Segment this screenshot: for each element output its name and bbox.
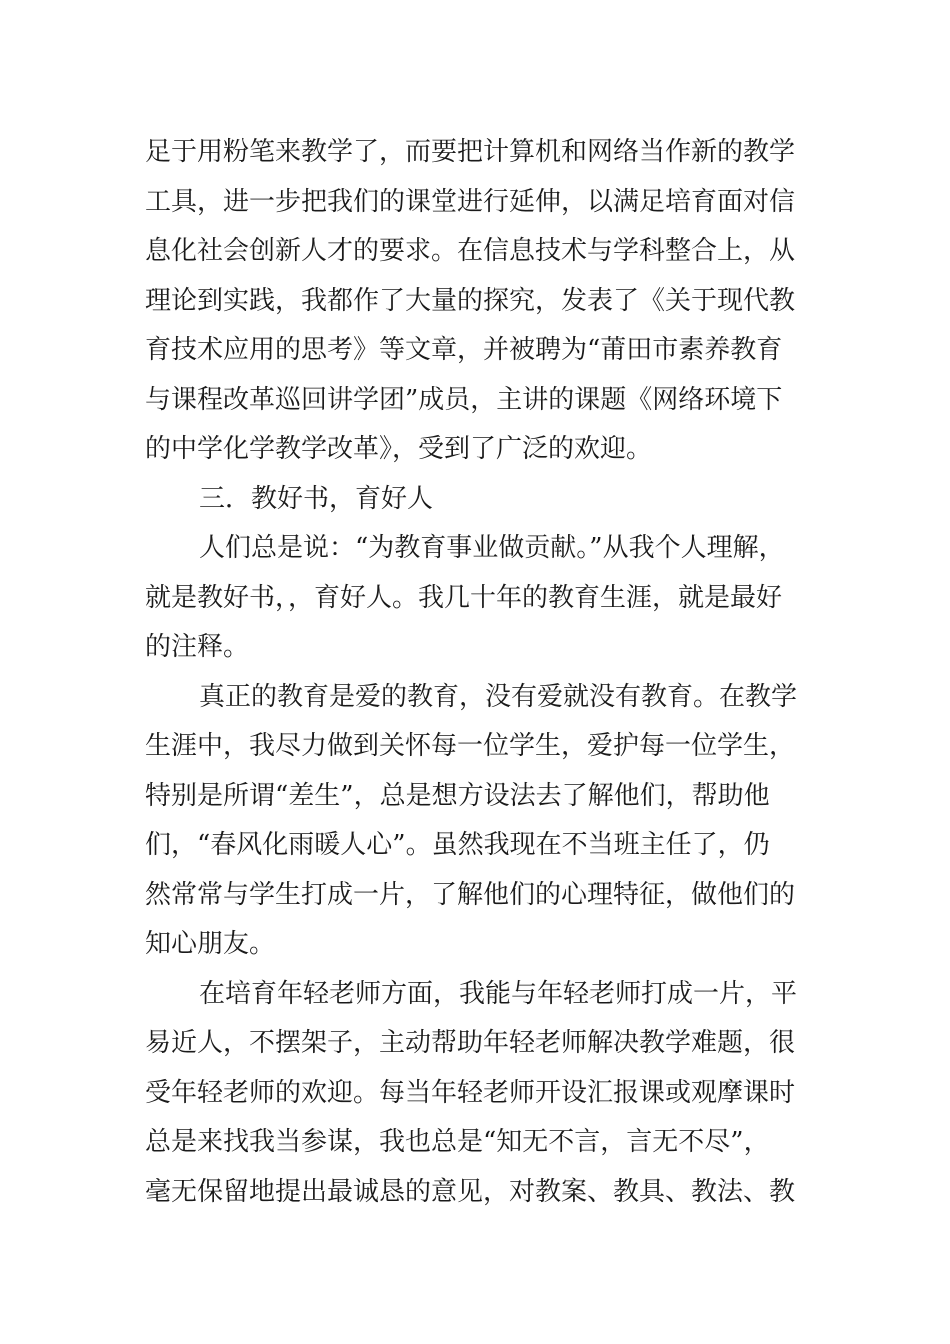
- text-line: 工具，进一步把我们的课堂进行延伸，以满足培育面对信: [145, 186, 796, 217]
- text-line: 受年轻老师的欢迎。每当年轻老师开设汇报课或观摩课时: [145, 1077, 796, 1108]
- text-line: 就是教好书，，育好人。我几十年的教育生涯，就是最好: [145, 582, 783, 613]
- text-line: 们，“春风化雨暖人心”。虽然我现在不当班主任了，仍: [145, 830, 770, 860]
- text-line: 知心朋友。: [145, 929, 276, 959]
- text-line: 足于用粉笔来教学了，而要把计算机和网络当作新的教学: [145, 137, 796, 167]
- text-line: 毫无保留地提出最诚恳的意见，对教案、教具、教法、教: [145, 1176, 796, 1207]
- document-body: [145, 128, 810, 1217]
- text-line: 育技术应用的思考》等文章，并被聘为“莆田市素养教育: [145, 335, 783, 365]
- text-line: 的中学化学教学改革》，受到了广泛的欢迎。: [145, 434, 653, 464]
- section-heading: 三．教好书，育好人: [199, 483, 434, 514]
- text-line: 人们总是说：“为教育事业做贡献。”从我个人理解，: [199, 533, 785, 563]
- text-line: 总是来找我当参谋，我也总是“知无不言，言无不尽”，: [145, 1127, 770, 1157]
- text-line: 与课程改革巡回讲学团”成员，主讲的课题《网络环境下: [145, 384, 783, 415]
- text-line: 生涯中，我尽力做到关怀每一位学生，爱护每一位学生，: [145, 731, 796, 761]
- text-line: 息化社会创新人才的要求。在信息技术与学科整合上，从: [145, 236, 796, 266]
- text-line: 然常常与学生打成一片，了解他们的心理特征，做他们的: [145, 879, 796, 910]
- text-line: 理论到实践，我都作了大量的探究，发表了《关于现代教: [145, 285, 796, 316]
- text-line: 易近人，不摆架子，主动帮助年轻老师解决教学难题，很: [145, 1028, 796, 1058]
- text-line: 真正的教育是爱的教育，没有爱就没有教育。在教学: [199, 681, 798, 712]
- text-line: 特别是所谓“差生”，总是想方设法去了解他们，帮助他: [145, 780, 770, 811]
- text-line: 在培育年轻老师方面，我能与年轻老师打成一片，平: [199, 978, 798, 1009]
- text-line: 的注释。: [145, 632, 250, 662]
